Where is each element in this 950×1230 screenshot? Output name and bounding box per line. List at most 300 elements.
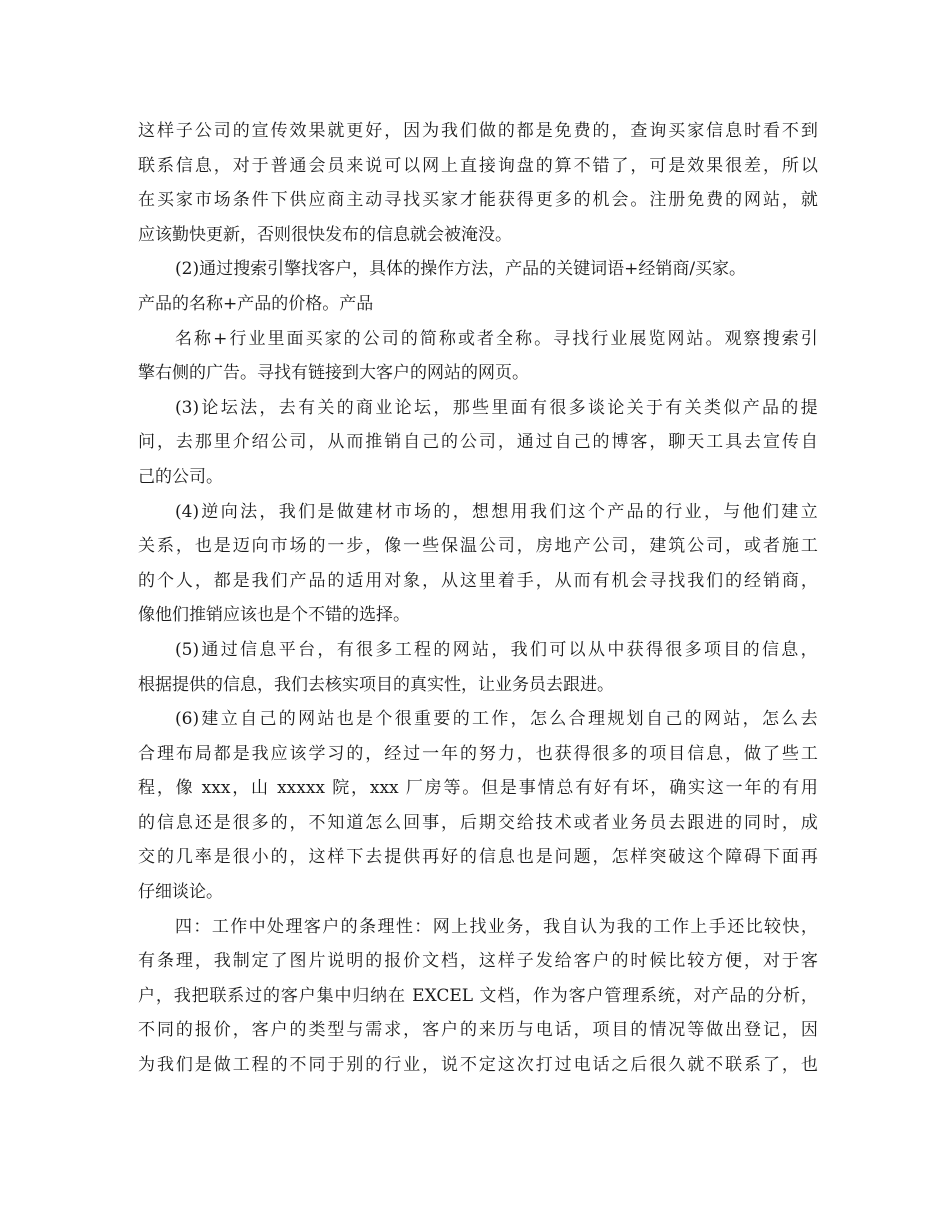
text-glyph: 方 — [706, 951, 724, 972]
text-glyph: 制 — [232, 951, 250, 972]
text-glyph: 效 — [687, 155, 705, 176]
text-glyph: 谈 — [587, 397, 605, 418]
text-glyph: 户 — [586, 985, 604, 1006]
text-glyph: 做 — [213, 1055, 231, 1076]
text-glyph: ， — [573, 1020, 591, 1041]
text-line — [138, 322, 818, 357]
text-glyph: 技 — [535, 812, 553, 833]
text-glyph: 品 — [729, 985, 747, 1006]
text-glyph: 用 — [365, 570, 383, 591]
text-glyph: 免 — [687, 190, 705, 211]
text-glyph: 们 — [706, 570, 724, 591]
text-glyph: 系 — [227, 985, 245, 1006]
text-glyph: ， — [232, 778, 250, 799]
text-glyph: 的 — [175, 1020, 193, 1041]
text-glyph: 有 — [592, 570, 610, 591]
text-glyph: 建 — [781, 501, 799, 522]
text-glyph: 推 — [365, 432, 383, 453]
text-glyph: 过 — [220, 639, 238, 660]
text-glyph: 找 — [572, 328, 590, 349]
text-glyph: 普 — [270, 155, 288, 176]
text-glyph: 以 — [800, 155, 818, 176]
text-glyph: 再 — [422, 847, 440, 868]
text-glyph: 久 — [668, 1055, 686, 1076]
text-glyph: 理 — [622, 985, 640, 1006]
text-glyph: 得 — [516, 190, 534, 211]
text-glyph: ， — [744, 951, 761, 972]
text-glyph: 么 — [781, 709, 799, 730]
text-glyph: 里 — [267, 328, 285, 349]
text-line — [138, 944, 818, 979]
text-glyph: 业 — [611, 812, 629, 833]
text-glyph — [194, 771, 199, 806]
text-glyph: 过 — [245, 985, 263, 1006]
text-glyph: 保 — [441, 536, 458, 557]
text-glyph: 规 — [607, 709, 625, 730]
text-glyph: 家 — [175, 190, 193, 211]
text-glyph: 网 — [667, 328, 685, 349]
text-glyph: 回 — [403, 812, 421, 833]
text-glyph: 发 — [535, 951, 553, 972]
text-glyph: 同 — [308, 1055, 326, 1076]
text-glyph: 来 — [346, 155, 364, 176]
text-glyph: 免 — [554, 121, 572, 141]
text-glyph: 商 — [781, 570, 799, 591]
text-line — [138, 287, 818, 322]
text-glyph: 应 — [270, 743, 288, 764]
text-glyph: 作 — [671, 916, 689, 937]
text-glyph: 多 — [568, 397, 586, 418]
text-glyph: 划 — [626, 709, 644, 730]
text-glyph: 理 — [587, 709, 605, 730]
text-glyph: 己 — [665, 709, 683, 730]
text-glyph: 突 — [649, 847, 667, 868]
text-glyph: 是 — [232, 743, 250, 764]
text-glyph: 的 — [725, 812, 743, 833]
text-glyph: 联 — [725, 1055, 743, 1076]
text-glyph: 会 — [611, 190, 629, 211]
text-glyph: 户 — [592, 951, 610, 972]
text-glyph: 型 — [327, 1020, 345, 1041]
text-glyph: xxxxx — [277, 778, 331, 799]
text-glyph: 厂 — [405, 778, 423, 799]
text-glyph: 机 — [611, 570, 629, 591]
text-glyph: 过 — [403, 743, 421, 764]
text-glyph: 销 — [762, 570, 780, 591]
text-glyph: 年 — [441, 743, 458, 764]
text-glyph: 中 — [607, 639, 625, 660]
text-glyph: 户 — [270, 1020, 288, 1041]
text-glyph: 说 — [327, 951, 345, 972]
text-glyph: 不 — [308, 812, 326, 833]
text-glyph: 系 — [640, 985, 658, 1006]
text-glyph: 员 — [649, 812, 667, 833]
text-glyph: 的 — [781, 397, 799, 418]
text-glyph: 么 — [384, 812, 402, 833]
text-glyph: 很 — [232, 812, 250, 833]
text-glyph: 地 — [554, 536, 572, 557]
text-glyph: 有 — [612, 778, 630, 799]
text-glyph: 于 — [251, 155, 269, 176]
text-glyph: 册 — [668, 190, 686, 211]
text-glyph: 好 — [441, 847, 458, 868]
text-glyph: 品 — [308, 570, 326, 591]
text-glyph: 司 — [381, 328, 399, 349]
text-glyph: 也 — [800, 1055, 818, 1076]
text-glyph: 一 — [327, 536, 345, 557]
text-glyph: 与 — [723, 501, 741, 522]
text-glyph: 目 — [668, 743, 686, 764]
text-glyph: 司 — [706, 536, 724, 557]
text-line — [138, 425, 818, 460]
text-glyph: 山 — [251, 778, 269, 799]
text-glyph: 我 — [156, 1055, 174, 1076]
text-glyph: 的 — [742, 639, 760, 660]
text-glyph: 是 — [213, 812, 231, 833]
text-glyph: 是 — [668, 155, 686, 176]
text-glyph: 他 — [742, 501, 760, 522]
text-glyph: 的 — [763, 778, 781, 799]
text-glyph: 我 — [251, 570, 269, 591]
text-glyph: 立 — [800, 501, 818, 522]
text-glyph: 全 — [496, 328, 514, 349]
text-glyph: 工 — [232, 1055, 250, 1076]
text-glyph: 这 — [687, 847, 705, 868]
text-glyph: 不 — [138, 1020, 155, 1041]
text-glyph: 我 — [510, 639, 528, 660]
text-glyph: 们 — [761, 501, 779, 522]
text-glyph: 从 — [554, 570, 572, 591]
text-glyph: ， — [725, 743, 743, 764]
text-glyph: ， — [630, 536, 648, 557]
text-glyph: 信 — [761, 639, 779, 660]
text-glyph: ， — [781, 1020, 799, 1041]
text-glyph: 档 — [497, 985, 515, 1006]
text-glyph: ， — [422, 570, 440, 591]
text-glyph: 房 — [424, 778, 442, 799]
text-glyph: 中 — [248, 916, 266, 937]
text-glyph: 更 — [346, 121, 364, 141]
text-glyph: 障 — [725, 847, 743, 868]
text-line-content: 像他们推销应该也是个不错的选择。 — [138, 605, 410, 626]
text-glyph: 布 — [175, 743, 193, 764]
text-glyph: 的 — [497, 121, 515, 141]
text-glyph: ， — [365, 743, 383, 764]
text-glyph: 买 — [305, 328, 323, 349]
text-glyph: 作 — [532, 985, 550, 1006]
text-glyph: 定 — [478, 1055, 496, 1076]
text-glyph — [406, 979, 411, 1014]
text-glyph: 的 — [138, 570, 155, 591]
text-line — [138, 702, 818, 737]
text-line — [138, 979, 818, 1014]
text-glyph: 商 — [356, 397, 374, 418]
text-glyph: 网 — [452, 639, 470, 660]
text-glyph: 寻 — [384, 190, 402, 211]
text-glyph: 户 — [138, 985, 155, 1006]
text-glyph: 材 — [375, 501, 393, 522]
text-glyph: 供 — [403, 847, 421, 868]
text-glyph: 的 — [270, 847, 288, 868]
text-glyph: 对 — [232, 155, 250, 176]
text-glyph: 报 — [194, 1020, 212, 1041]
text-glyph: 获 — [554, 743, 572, 764]
text-glyph: 习 — [327, 743, 345, 764]
text-glyph: 也 — [516, 847, 534, 868]
text-glyph: 们 — [530, 639, 547, 660]
text-glyph: 系 — [744, 1055, 761, 1076]
text-glyph: 这 — [138, 121, 155, 141]
text-glyph: 市 — [394, 501, 412, 522]
text-glyph: 努 — [478, 743, 496, 764]
text-glyph: 的 — [592, 121, 610, 141]
text-glyph: 有 — [336, 639, 354, 660]
text-glyph: 的 — [459, 743, 477, 764]
text-glyph: (6) — [175, 709, 200, 730]
text-glyph: 目 — [611, 1020, 629, 1041]
text-glyph: ， — [155, 985, 173, 1006]
text-glyph: ， — [592, 847, 610, 868]
text-glyph: ， — [515, 985, 533, 1006]
text-glyph: 程 — [414, 639, 432, 660]
text-glyph: 有 — [575, 778, 593, 799]
text-glyph: 产 — [573, 536, 591, 557]
text-glyph: ， — [422, 1055, 440, 1076]
text-glyph: 些 — [472, 397, 490, 418]
text-glyph: 上 — [441, 155, 458, 176]
text-glyph: 不 — [573, 155, 591, 176]
text-glyph: ， — [649, 432, 667, 453]
text-glyph: 不 — [706, 1055, 724, 1076]
text-glyph: 于 — [645, 397, 663, 418]
text-glyph: 理 — [175, 951, 193, 972]
text-glyph: 盘 — [516, 155, 534, 176]
text-glyph: 用 — [800, 778, 818, 799]
text-line — [138, 218, 818, 253]
text-glyph: 手 — [516, 570, 534, 591]
text-glyph: 们 — [298, 501, 316, 522]
text-glyph — [270, 771, 275, 806]
text-glyph: 子 — [516, 951, 534, 972]
text-glyph: ， — [433, 397, 451, 418]
text-glyph: 自 — [403, 432, 421, 453]
text-glyph: 很 — [592, 743, 610, 764]
text-line — [138, 495, 818, 530]
text-glyph: ， — [762, 155, 780, 176]
text-glyph: 机 — [592, 190, 610, 211]
text-glyph: ， — [742, 709, 760, 730]
text-glyph: 的 — [232, 121, 250, 141]
text-glyph: 很 — [549, 397, 567, 418]
text-glyph: 就 — [687, 1055, 705, 1076]
text-glyph: ， — [524, 916, 542, 937]
text-glyph: 自 — [240, 709, 258, 730]
text-glyph: 怎 — [530, 709, 547, 730]
text-glyph: 期 — [478, 812, 496, 833]
text-glyph: ， — [213, 155, 231, 176]
text-glyph: 报 — [384, 951, 402, 972]
text-glyph: 论 — [607, 397, 625, 418]
text-glyph: 这 — [568, 501, 586, 522]
text-glyph: 司 — [611, 536, 629, 557]
text-line-content: 根据提供的信息，我们去核实项目的真实性，让业务员去跟进。 — [138, 674, 614, 695]
text-glyph: 览 — [648, 328, 666, 349]
text-line — [138, 114, 818, 149]
text-glyph: 从 — [441, 570, 458, 591]
text-glyph: 手 — [708, 916, 726, 937]
text-glyph: 很 — [356, 639, 374, 660]
text-line — [138, 529, 818, 564]
text-glyph: 学 — [308, 743, 326, 764]
text-glyph: 比 — [668, 951, 686, 972]
text-glyph: 便 — [725, 951, 743, 972]
text-glyph: 网 — [298, 709, 316, 730]
text-glyph: 说 — [441, 1055, 458, 1076]
text-glyph: 从 — [327, 432, 345, 453]
text-glyph: 信 — [706, 121, 724, 141]
text-glyph: ， — [800, 570, 818, 591]
text-glyph: 有 — [782, 778, 800, 799]
text-glyph: 于 — [781, 951, 799, 972]
text-glyph: 以 — [403, 155, 421, 176]
text-glyph: 话 — [592, 1055, 610, 1076]
text-glyph: 用 — [510, 501, 528, 522]
text-glyph: 己 — [573, 432, 591, 453]
text-glyph: 交 — [138, 847, 155, 868]
text-glyph: 怎 — [761, 709, 779, 730]
text-glyph: 归 — [352, 985, 370, 1006]
text-glyph: 这 — [497, 1055, 515, 1076]
text-glyph: 处 — [267, 916, 285, 937]
text-glyph: 我 — [173, 985, 191, 1006]
text-glyph: 重 — [414, 709, 432, 730]
text-glyph: 我 — [687, 570, 705, 591]
text-glyph: ， — [781, 190, 799, 211]
text-glyph: 项 — [592, 1020, 610, 1041]
text-glyph: 给 — [554, 951, 572, 972]
text-glyph: 条 — [156, 951, 174, 972]
text-glyph: 公 — [459, 432, 477, 453]
text-glyph: 的 — [270, 1055, 288, 1076]
text-glyph: 网 — [422, 155, 440, 176]
text-glyph: 错 — [592, 155, 610, 176]
text-glyph: 就 — [327, 121, 345, 141]
text-glyph: 里 — [491, 397, 509, 418]
text-glyph: 着 — [497, 570, 515, 591]
text-glyph: 是 — [317, 501, 335, 522]
text-glyph: 找 — [469, 916, 487, 937]
text-glyph: 行 — [229, 328, 247, 349]
text-glyph: 关 — [626, 397, 644, 418]
text-glyph: 很 — [232, 847, 250, 868]
text-glyph: 也 — [535, 743, 553, 764]
text-glyph: 定 — [251, 951, 269, 972]
text-glyph: 通 — [289, 155, 307, 176]
text-glyph: 息 — [259, 639, 277, 660]
text-glyph: 司 — [213, 121, 231, 141]
text-glyph: 产 — [711, 985, 729, 1006]
text-glyph: ， — [441, 812, 458, 833]
text-glyph: 类 — [703, 397, 721, 418]
text-glyph: 务 — [630, 812, 648, 833]
text-glyph: 破 — [668, 847, 686, 868]
text-glyph: ， — [535, 570, 553, 591]
text-glyph: 很 — [665, 639, 683, 660]
text-glyph: 价 — [213, 1020, 231, 1041]
text-glyph: 业 — [248, 328, 266, 349]
text-line-content: 应该勤快更新，否则很快发布的信息就会被淹没。 — [138, 224, 512, 245]
text-glyph: 站 — [723, 709, 741, 730]
text-glyph: 里 — [478, 570, 496, 591]
text-glyph: 样 — [497, 951, 515, 972]
text-glyph: 产 — [742, 397, 760, 418]
text-glyph: 问 — [138, 432, 155, 453]
text-glyph: 的 — [278, 709, 296, 730]
text-glyph: 档 — [441, 951, 458, 972]
text-glyph: 市 — [270, 536, 288, 557]
text-glyph: 等 — [687, 1020, 705, 1041]
text-glyph: 合 — [568, 709, 586, 730]
text-glyph: 施 — [781, 536, 799, 557]
text-glyph: ， — [365, 536, 383, 557]
text-glyph: ， — [781, 812, 799, 833]
text-glyph: 询 — [649, 121, 667, 141]
text-glyph: 析 — [782, 985, 800, 1006]
text-glyph: 一 — [403, 536, 421, 557]
text-glyph: 户 — [322, 916, 340, 937]
text-glyph: 在 — [138, 190, 155, 211]
text-glyph: 息 — [497, 847, 515, 868]
text-glyph: 工 — [211, 916, 229, 937]
text-glyph: 费 — [706, 190, 724, 211]
text-glyph: 交 — [497, 812, 515, 833]
text-glyph: 院 — [332, 778, 350, 799]
text-glyph: ， — [194, 570, 212, 591]
text-glyph: 理 — [156, 743, 174, 764]
text-glyph: 经 — [384, 743, 402, 764]
text-glyph: 的 — [340, 916, 358, 937]
text-glyph: 关 — [684, 397, 702, 418]
text-glyph: 都 — [213, 743, 231, 764]
text-glyph: 是 — [356, 709, 374, 730]
text-glyph: 子 — [175, 121, 193, 141]
text-glyph: 行 — [384, 1055, 402, 1076]
text-glyph: 我 — [543, 916, 561, 937]
text-glyph: 站 — [686, 328, 704, 349]
text-glyph: 好 — [365, 121, 383, 141]
text-glyph: ， — [725, 536, 743, 557]
text-glyph: 很 — [725, 155, 743, 176]
text-glyph: 的 — [535, 155, 553, 176]
text-glyph: 了 — [762, 1055, 780, 1076]
text-glyph: 都 — [516, 121, 534, 141]
text-glyph: 我 — [278, 501, 296, 522]
text-glyph: 的 — [308, 536, 326, 557]
text-glyph: 样 — [156, 121, 174, 141]
text-line-content: (2)通过搜索引擎找客户，具体的操作方法，产品的关键词语+经销商/买家。 — [175, 259, 747, 280]
text-glyph: 主 — [346, 190, 364, 211]
text-glyph: 工 — [394, 639, 412, 660]
text-glyph: 为 — [598, 916, 616, 937]
text-glyph: 适 — [346, 570, 364, 591]
text-glyph: 出 — [725, 1020, 743, 1041]
text-glyph: 的 — [138, 812, 155, 833]
text-glyph: 信 — [687, 743, 705, 764]
text-glyph: 事 — [518, 778, 536, 799]
text-line-content: 擎右侧的广告。寻找有链接到大客户的网站的网页。 — [138, 363, 529, 384]
text-glyph: 家 — [687, 121, 705, 141]
text-glyph: 总 — [556, 778, 574, 799]
